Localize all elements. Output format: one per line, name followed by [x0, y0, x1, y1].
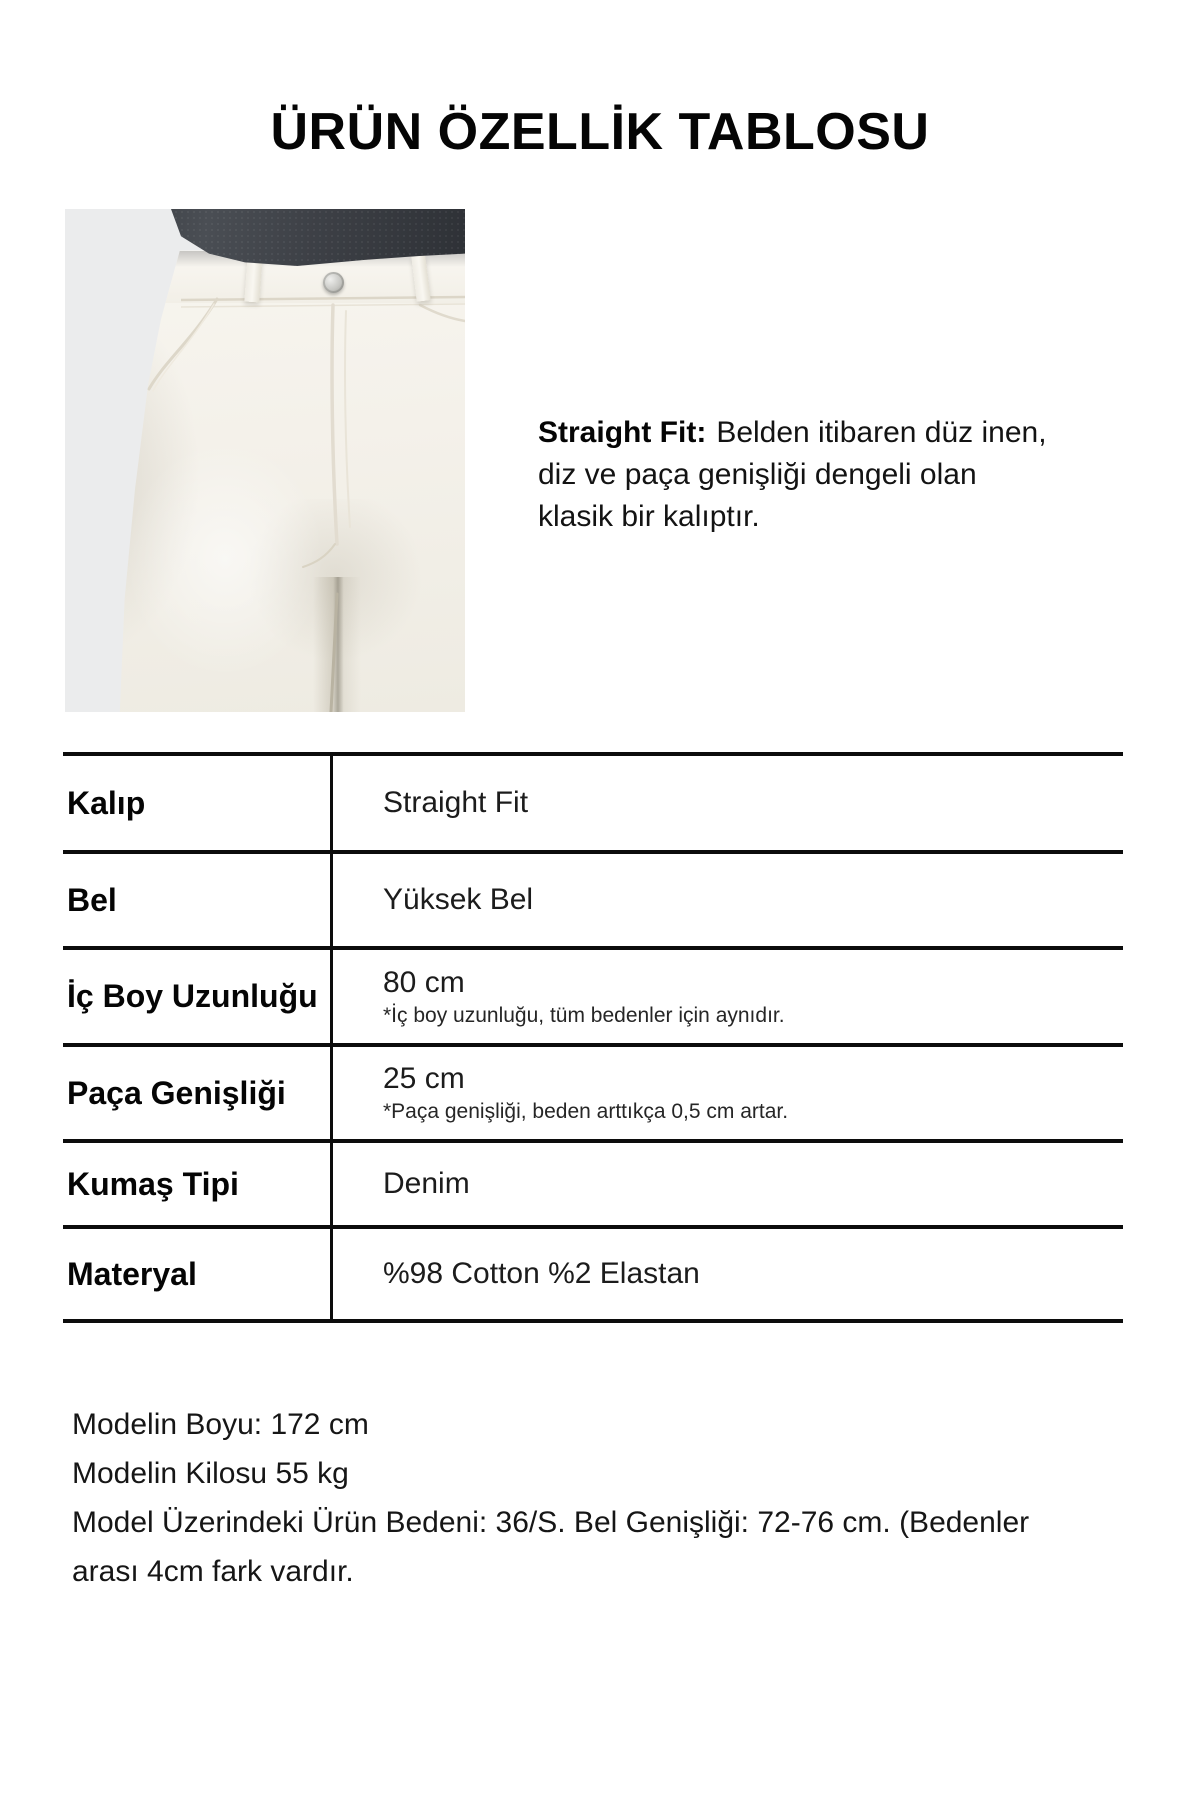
fit-description-text-3: klasik bir kalıptır.: [538, 500, 760, 533]
model-info-line: Modelin Kilosu 55 kg: [72, 1457, 349, 1490]
row-value-cell: [333, 756, 1123, 850]
row-note: *Paça genişliği, beden arttıkça 0,5 cm artar.: [383, 1100, 789, 1123]
row-value: Straight Fit: [383, 786, 529, 819]
row-value: 25 cm: [383, 1062, 465, 1095]
row-label: Kumaş Tipi: [63, 1143, 333, 1225]
model-info: [72, 1400, 1152, 1596]
table-row-ic-boy: [63, 946, 1123, 1043]
fit-description-line: [538, 416, 1047, 449]
white-jeans: [65, 209, 465, 712]
row-value-cell: [333, 1047, 1123, 1139]
row-value-cell: [333, 1229, 1123, 1319]
jeans-stitch-lines: [65, 209, 465, 712]
row-value: Yüksek Bel: [383, 883, 534, 916]
table-row-paca: [63, 1043, 1123, 1139]
table-row-kalip: [63, 752, 1123, 850]
row-note: *İç boy uzunluğu, tüm bedenler için aynıdır.: [383, 1003, 785, 1027]
page-title: ÜRÜN ÖZELLİK TABLOSU: [270, 103, 930, 161]
fit-description: [538, 412, 1138, 538]
model-info-line: Modelin Boyu: 172 cm: [72, 1408, 369, 1441]
row-value-cell: [333, 1143, 1123, 1225]
row-label: Bel: [63, 854, 333, 946]
fit-description-text-1: Belden itibaren düz inen,: [716, 416, 1047, 449]
table-row-materyal: [63, 1225, 1123, 1323]
model-info-line: Model Üzerindeki Ürün Bedeni: 36/S. Bel Genişliği: 72-76 cm. (Bedenler: [72, 1506, 1030, 1539]
fit-description-text-2: diz ve paça genişliği dengeli olan: [538, 458, 977, 491]
row-value: Denim: [383, 1167, 470, 1200]
row-value-cell: [333, 950, 1123, 1043]
model-info-line: arası 4cm fark vardır.: [72, 1555, 354, 1588]
row-value: 80 cm: [383, 965, 465, 999]
row-label: Paça Genişliği: [63, 1047, 333, 1139]
table-row-bel: [63, 850, 1123, 946]
fit-description-lead: Straight Fit:: [538, 416, 707, 449]
row-label: Kalıp: [63, 756, 333, 850]
row-label: İç Boy Uzunluğu: [63, 950, 333, 1043]
row-value: %98 Cotton %2 Elastan: [383, 1257, 700, 1290]
row-label: Materyal: [63, 1229, 333, 1319]
jeans-button: [323, 272, 344, 293]
product-photo: [65, 209, 465, 712]
table-row-kumas: [63, 1139, 1123, 1225]
row-value-cell: [333, 854, 1123, 946]
spec-table: [63, 752, 1123, 1323]
